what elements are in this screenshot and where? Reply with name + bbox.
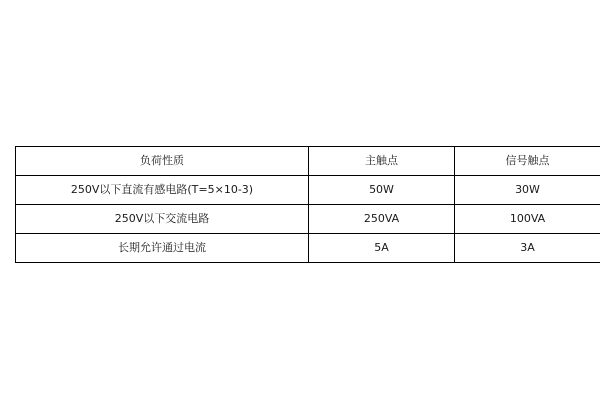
cell-main-contact: 250VA [309,205,455,234]
column-header-signal-contact: 信号触点 [455,147,600,176]
table-header-row [16,147,600,176]
cell-load-type: 250V以下直流有感电路(T=5×10-3) [16,176,309,205]
cell-main-contact: 50W [309,176,455,205]
cell-signal-contact: 3A [455,234,600,263]
cell-load-type: 长期允许通过电流 [16,234,309,263]
column-header-load-type: 负荷性质 [16,147,309,176]
table-row [16,205,600,234]
table-row [16,234,600,263]
column-header-main-contact: 主触点 [309,147,455,176]
cell-signal-contact: 30W [455,176,600,205]
cell-load-type: 250V以下交流电路 [16,205,309,234]
cell-signal-contact: 100VA [455,205,600,234]
cell-main-contact: 5A [309,234,455,263]
spec-table-container [15,146,585,263]
table-row [16,176,600,205]
contact-rating-table [15,146,600,263]
